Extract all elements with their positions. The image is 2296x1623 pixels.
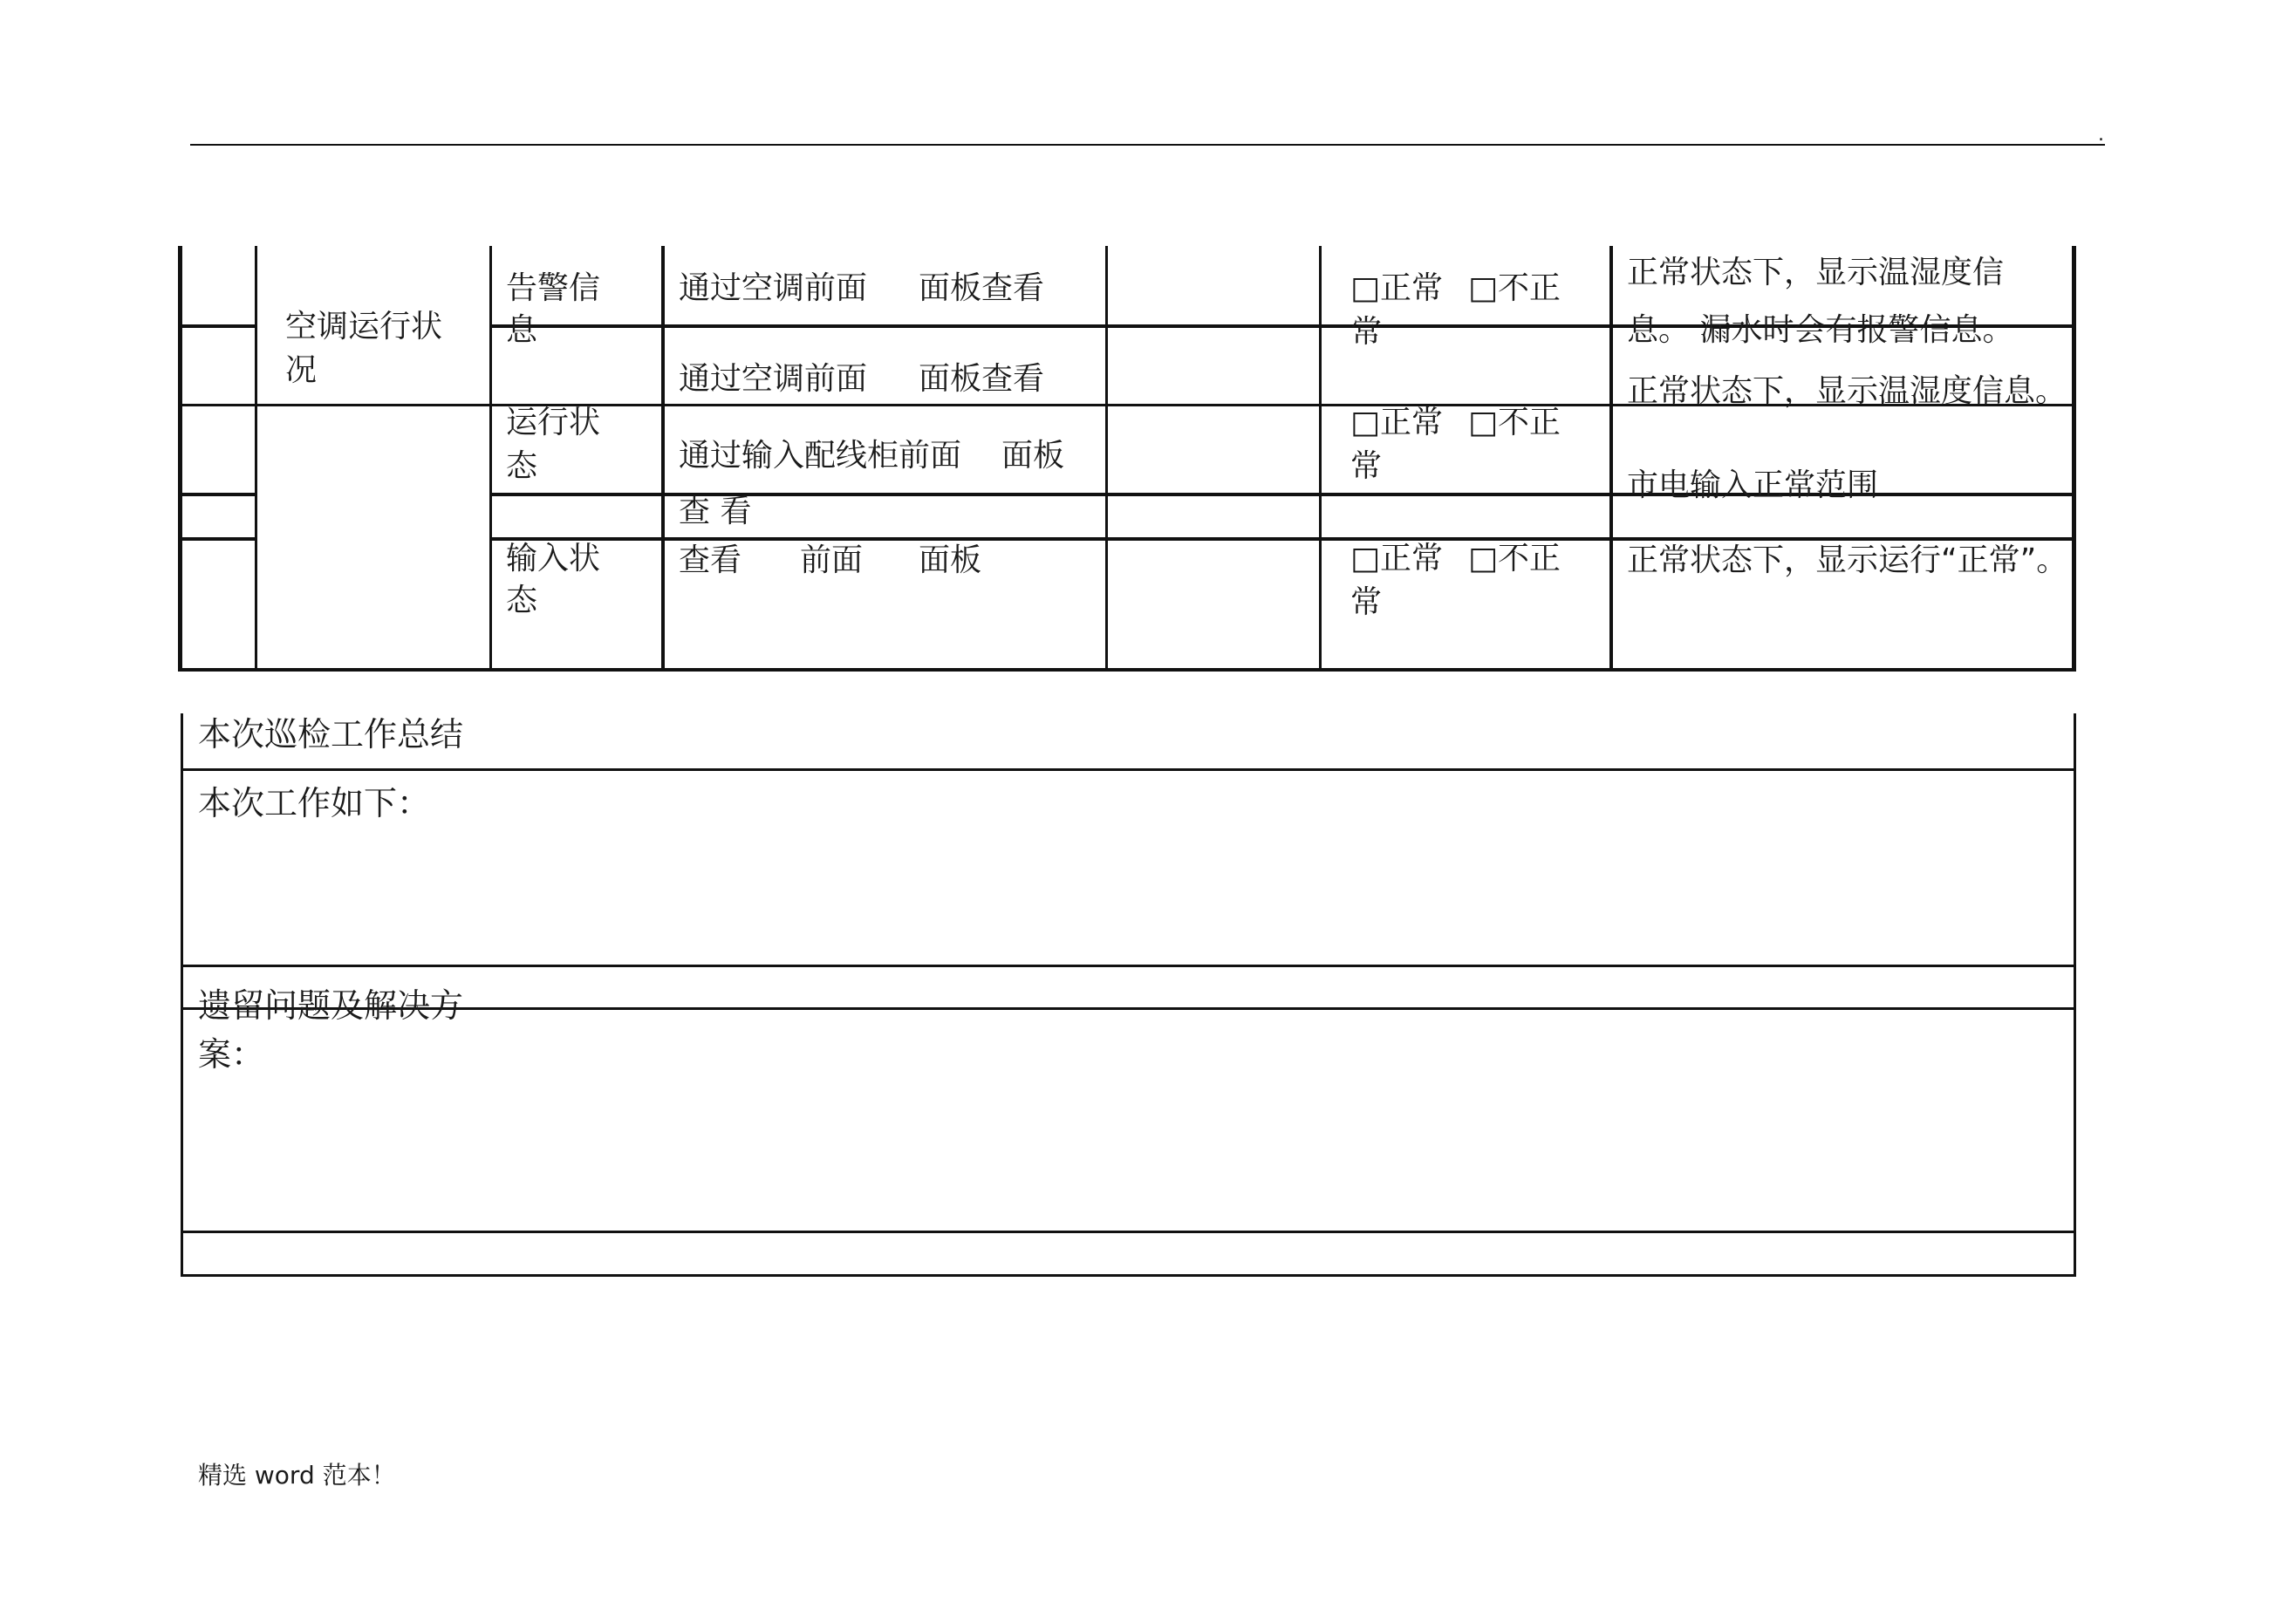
group-label: 况 <box>285 352 318 388</box>
status-abnormal-wrap: 常 <box>1350 314 1383 350</box>
footer-text: 精选 word 范本！ <box>198 1461 396 1490</box>
row-divider <box>178 493 255 496</box>
col-divider <box>661 246 665 672</box>
method-text: 面板 <box>919 542 982 578</box>
method-text: 查 看 <box>679 494 752 529</box>
table-border-bottom <box>178 668 2076 672</box>
summary-divider <box>181 768 2076 771</box>
header-mark: . <box>2098 124 2104 146</box>
status-normal-checkbox[interactable]: □正常 <box>1350 270 1444 306</box>
item-label: 态 <box>506 583 538 618</box>
status-abnormal-checkbox[interactable]: □不正 <box>1468 541 1561 576</box>
item-label: 息 <box>506 312 538 348</box>
status-normal-checkbox[interactable]: □正常 <box>1350 405 1444 440</box>
work-label: 本次工作如下： <box>198 784 431 822</box>
table-border-right <box>2072 246 2076 672</box>
col-divider <box>1609 246 1613 672</box>
status-abnormal-wrap: 常 <box>1350 448 1383 484</box>
issues-label: 案： <box>198 1035 265 1074</box>
remark-text: 市电输入正常范围 <box>1627 467 1879 503</box>
status-abnormal-checkbox[interactable]: □不正 <box>1468 270 1561 306</box>
issues-label: 遗留问题及解决方 <box>198 986 464 1025</box>
col-divider <box>1105 246 1108 672</box>
summary-border-bottom <box>181 1274 2076 1277</box>
summary-divider <box>181 1007 2076 1010</box>
item-label: 输入状 <box>506 541 601 576</box>
summary-border-right <box>2074 713 2076 1277</box>
summary-divider <box>181 965 2076 967</box>
summary-title: 本次巡检工作总结 <box>198 715 464 754</box>
method-text: 前面 <box>800 542 864 578</box>
item-label: 运行状 <box>506 405 601 440</box>
summary-border-left <box>181 713 183 1277</box>
method-text: 面板查看 <box>919 361 1045 397</box>
header-rule <box>190 144 2105 146</box>
method-text: 通过空调前面 <box>679 270 868 306</box>
col-divider <box>1319 246 1322 672</box>
row-divider <box>178 324 255 328</box>
summary-divider <box>181 1231 2076 1233</box>
item-label: 态 <box>506 448 538 484</box>
method-text: 通过输入配线柜前面 <box>679 438 962 474</box>
status-normal-checkbox[interactable]: □正常 <box>1350 541 1444 576</box>
status-abnormal-checkbox[interactable]: □不正 <box>1468 405 1561 440</box>
remark-text: 正常状态下，显示温湿度信 <box>1627 255 2005 290</box>
remark-text: 正常状态下，显示温湿度信息。 <box>1627 373 2067 409</box>
col-divider <box>255 246 257 672</box>
remark-text: 息。 漏水时会有报警信息。 <box>1627 312 2014 348</box>
row-divider <box>178 537 255 541</box>
item-label: 告警信 <box>506 270 601 306</box>
method-text: 面板查看 <box>919 270 1045 306</box>
status-abnormal-wrap: 常 <box>1350 584 1383 620</box>
method-text: 通过空调前面 <box>679 361 868 397</box>
remark-text: 正常状态下，显示运行“正常”。 <box>1627 542 2068 578</box>
table-border-left <box>178 246 182 672</box>
method-text: 查看 <box>679 542 742 578</box>
group-label: 空调运行状 <box>285 309 443 344</box>
col-divider <box>489 246 492 672</box>
method-text: 面板 <box>1001 438 1065 474</box>
